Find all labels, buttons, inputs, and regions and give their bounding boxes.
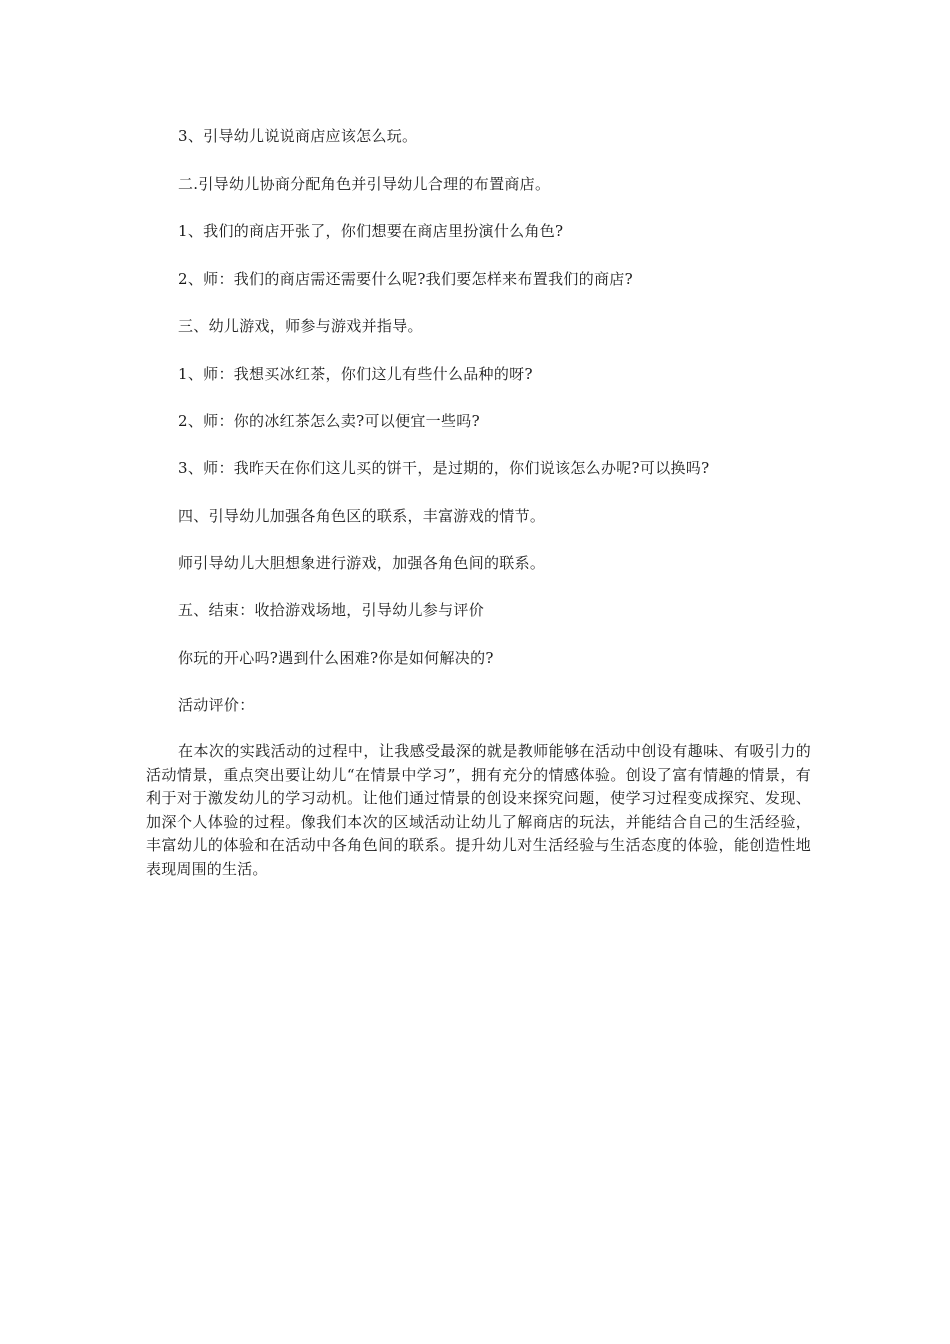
- section-3-item-1: 1、师：我想买冰红茶，你们这儿有些什么品种的呀?: [178, 365, 533, 383]
- section-5-heading: 五、结束：收拾游戏场地，引导幼儿参与评价: [178, 601, 485, 619]
- section-4-detail: 师引导幼儿大胆想象进行游戏，加强各角色间的联系。: [178, 554, 546, 572]
- section-4-heading: 四、引导幼儿加强各角色区的联系，丰富游戏的情节。: [178, 507, 546, 525]
- section-3-item-2: 2、师：你的冰红茶怎么卖?可以便宜一些吗?: [178, 412, 480, 430]
- section-3-heading: 三、幼儿游戏，师参与游戏并指导。: [178, 317, 423, 335]
- evaluation-heading: 活动评价：: [178, 696, 255, 714]
- section-5-questions: 你玩的开心吗?遇到什么困难?你是如何解决的?: [178, 649, 494, 667]
- section-2-item-2: 2、师：我们的商店需还需要什么呢?我们要怎样来布置我们的商店?: [178, 270, 633, 288]
- section-2-heading: 二.引导幼儿协商分配角色并引导幼儿合理的布置商店。: [178, 175, 551, 193]
- evaluation-paragraph: 在本次的实践活动的过程中，让我感受最深的就是教师能够在活动中创设有趣味、有吸引力的活动情景，重点突出要让幼儿“在情景中学习”，拥有充分的情感体验。创设了富有情趣的情景，有利于对于激发幼儿的学习动机。让他们通过情景的创设来探究问题，使学习过程变成探究、发现、加深个人体验的过程。像我们本次的区域活动让幼儿了解商店的玩法，并能结合自己的生活经验，丰富幼儿的体验和在活动中各角色间的联系。提升幼儿对生活经验与生活态度的体验，能创造性地表现周围的生活。: [146, 742, 811, 878]
- section-3-item-3: 3、师：我昨天在你们这儿买的饼干，是过期的，你们说该怎么办呢?可以换吗?: [178, 459, 710, 477]
- step-3-discuss-shop: 3、引导幼儿说说商店应该怎么玩。: [178, 127, 418, 145]
- section-2-item-1: 1、我们的商店开张了，你们想要在商店里扮演什么角色?: [178, 222, 564, 240]
